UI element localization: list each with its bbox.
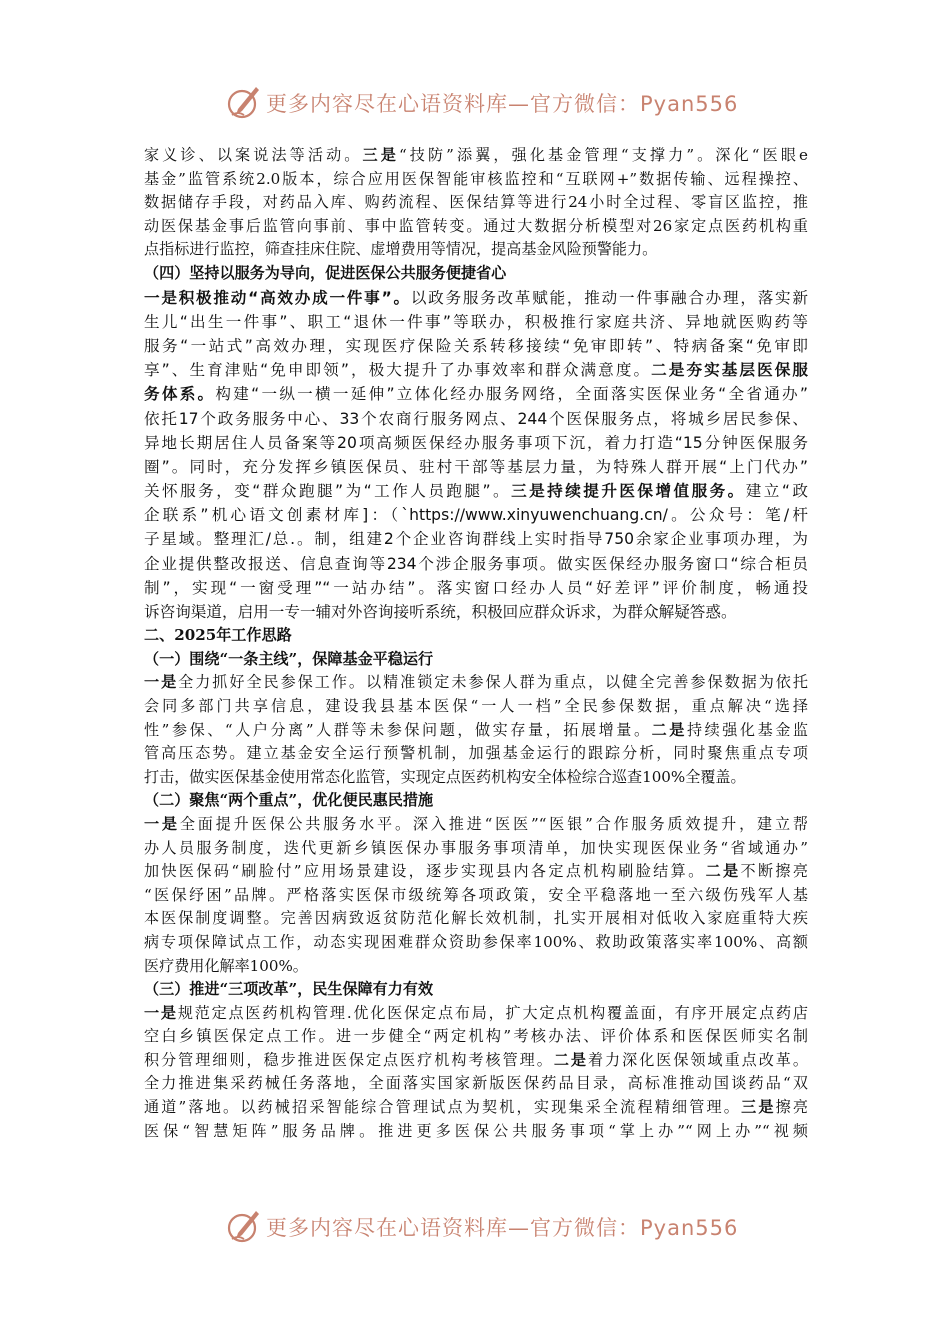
document-body (144, 144, 808, 1143)
section-heading (144, 789, 808, 813)
section-service (144, 286, 808, 625)
text-line (144, 576, 808, 600)
text-line (144, 907, 808, 931)
text-run: 点指标进行监控，筛查挂床住院、虚增费用等情况，提高基金风险预警能力。 (144, 240, 658, 259)
text-run: 一是 (144, 814, 180, 833)
text-run: 二是 (705, 862, 741, 881)
text-run: 享”、生育津贴“免申即领”，极大提升了办事效率和群众满意度。 (144, 361, 652, 380)
section-intro (144, 144, 808, 286)
text-run: 企联系”机心语文创素材库]：（`https://www.xinyuwenchuang.cn/。公众号：笔/杆 (144, 506, 808, 525)
text-run: 基金”监管系统2.0版本，综合应用医保智能审核监控和“互联网+”数据传输、远程操控、 (144, 169, 808, 188)
text-run: 医疗费用化解率100%。 (144, 956, 308, 975)
text-run: “医保纾困”品牌。严格落实医保市级统筹各项政策，安全平稳落地一至六级伤残军人基 (144, 885, 808, 904)
text-run: 医保“智慧矩阵”服务品牌。推进更多医保公共服务事项“掌上办”“网上办”“视频 (144, 1121, 808, 1140)
text-line (144, 407, 808, 431)
text-line (144, 334, 808, 358)
text-run: 管高压态势。建立基金安全运行预警机制，加强基金运行的跟踪分析，同时聚焦重点专项 (144, 744, 808, 763)
text-run: 服务“一站式”高效办理，实现医疗保险关系转移接续“免审即转”、特病备案“免审即 (144, 336, 808, 355)
quill-logo-icon (226, 1208, 262, 1244)
text-run: 规范定点医药机构管理.优化医保定点布局，扩大定点机构覆盖面，有序开展定点药店 (177, 1003, 808, 1022)
text-run: 诉咨询渠道，启用一专一辅对外咨询接听系统，积极回应群众诉求，为群众解疑答惑。 (144, 603, 737, 621)
text-run: （四）坚持以服务为导向，促进医保公共服务便捷省心 (144, 263, 507, 282)
text-run: 会同多部门共享信息，建设我县基本医保“一人一档”全民参保数据，重点解决“选择 (144, 696, 808, 715)
text-line (144, 884, 808, 908)
text-run: 生儿“出生一件事”、职工“退休一件事”等联办，积极推行家庭共济、异地就医购药等 (144, 312, 808, 331)
text-run: 二是 (553, 1050, 588, 1069)
text-run: 务体系。 (144, 385, 216, 404)
text-line (144, 955, 808, 979)
text-run: 全面提升医保公共服务水平。深入推进“医医”“医银”合作服务质效提升，建立帮 (179, 814, 808, 833)
text-line (144, 455, 808, 479)
text-run: 一是 (144, 673, 179, 692)
text-run: 动医保基金事后监管向事前、事中监管转变。通过大数据分析模型对26家定点医药机构重 (144, 216, 808, 235)
quill-logo-icon (226, 84, 262, 120)
text-run: 办人员服务制度，迭代更新乡镇医保办事服务事项清单，加快实现医保业务“省域通办” (144, 838, 808, 857)
text-run: 本医保制度调整。完善因病致返贫防范化解长效机制，扎实开展相对低收入家庭重特大疾 (144, 909, 808, 928)
text-line (144, 310, 808, 334)
section-heading (144, 978, 808, 1002)
text-run: 一是 (144, 1003, 178, 1022)
text-run: 二是 (651, 720, 687, 739)
text-line (144, 168, 808, 192)
text-run: 二、2025年工作思路 (144, 626, 292, 645)
text-line (144, 1025, 808, 1049)
text-run: 持续强化基金监 (686, 720, 808, 739)
text-run: 二是夯实基层医保服 (651, 361, 808, 380)
text-line (144, 382, 808, 406)
watermark-banner-bottom (0, 1208, 950, 1248)
text-run: 着力深化医保领域重点改革。 (587, 1050, 808, 1069)
text-line (144, 1120, 808, 1144)
text-run: 打击，做实医保基金使用常态化监管，实现定点医药机构安全体检综合巡查100%全覆盖。 (144, 767, 746, 786)
text-run: （二）聚焦“两个重点”，优化便民惠民措施 (144, 791, 434, 810)
text-run: 病专项保障试点工作，动态实现困难群众资助参保率100%、救助政策落实率100%、高额 (144, 932, 808, 951)
text-run: 构建“一纵一横一延伸”立体化经办服务网络，全面落实医保业务“全省通办” (215, 385, 808, 404)
text-run: 空白乡镇医保定点工作。进一步健全“两定机构”考核办法、评价体系和医保医师实名制 (144, 1027, 808, 1046)
text-line (144, 431, 808, 455)
text-line (144, 1049, 808, 1073)
text-line (144, 1072, 808, 1096)
banner-text: 更多内容尽在心语资料库—官方微信：Pyan556 (266, 1216, 739, 1240)
text-line (144, 695, 808, 719)
text-run: 数据储存手段，对药品入库、购药流程、医保结算等进行24小时全过程、零盲区监控，推 (144, 193, 808, 212)
text-run: 企业提供整改报送、信息查询等234个涉企服务事项。做实医保经办服务窗口“综合柜员 (144, 554, 808, 573)
section-2025-plan (144, 624, 808, 1143)
text-line (144, 358, 808, 382)
text-run: 三是持续提升医保增值服务。 (511, 482, 746, 501)
text-run: 以政务服务改革赋能，推动一件事融合办理，落实新 (410, 288, 808, 307)
section-heading (144, 648, 808, 672)
text-line (144, 503, 808, 527)
text-run: “技防”添翼，强化基金管理“支撑力”。深化“医眼e (398, 146, 808, 164)
text-run: 异地长期居住人员备案等20项高频医保经办服务事项下沉，着力打造“15分钟医保服务 (144, 433, 808, 452)
text-run: 家义诊、以案说法等活动。 (144, 146, 363, 164)
text-run: 通道”落地。以药械招采智能综合管理试点为契机，实现集采全流程精细管理。 (144, 1098, 742, 1117)
text-line (144, 144, 808, 168)
text-run: 加快医保码“刷脸付”应用场景建设，逐步实现县内各定点机构刷脸结算。 (144, 862, 706, 881)
section-heading (144, 262, 808, 286)
text-run: 关怀服务，变“群众跑腿”为“工作人员跑腿”。 (144, 482, 512, 501)
text-run: （一）围绕“一条主线”，保障基金平稳运行 (144, 649, 434, 668)
text-run: 圈”。同时，充分发挥乡镇医保员、驻村干部等基层力量，为特殊人群开展“上门代办” (144, 457, 808, 476)
text-line (144, 552, 808, 576)
text-run: 子星域。整理汇/总.。制，组建2个企业咨询群线上实时指导750余家企业事项办理，为 (144, 530, 808, 549)
text-line (144, 671, 808, 695)
text-line (144, 742, 808, 766)
text-run: 三是 (362, 146, 399, 164)
text-line (144, 931, 808, 955)
watermark-banner-top (0, 84, 950, 124)
text-run: 积分管理细则，稳步推进医保定点医疗机构考核管理。 (144, 1050, 554, 1069)
text-run: 全力推进集采药械任务落地，全面落实国家新版医保药品目录，高标准推动国谈药品“双 (144, 1074, 808, 1093)
text-line (144, 527, 808, 551)
text-line (144, 766, 808, 790)
text-line (144, 479, 808, 503)
text-run: 擦亮 (775, 1098, 808, 1117)
text-line (144, 215, 808, 239)
text-line (144, 1096, 808, 1120)
text-run: 三是 (741, 1098, 776, 1117)
text-run: 全力抓好全民参保工作。以精准锁定未参保人群为重点，以健全完善参保数据为依托 (178, 673, 808, 692)
section-heading (144, 624, 808, 648)
text-line (144, 837, 808, 861)
text-line (144, 719, 808, 743)
banner-text: 更多内容尽在心语资料库—官方微信：Pyan556 (266, 92, 739, 116)
text-run: 制”，实现“一窗受理”“一站办结”。落实窗口经办人员“好差评”评价制度，畅通投 (144, 578, 808, 597)
text-line (144, 600, 808, 624)
text-line (144, 813, 808, 837)
text-line (144, 238, 808, 262)
text-run: 建立“政 (745, 482, 808, 501)
text-run: 依托17个政务服务中心、33个农商行服务网点、244个医保服务点，将城乡居民参保、 (144, 409, 808, 428)
text-run: 性”参保、“人户分离”人群等未参保问题，做实存量，拓展增量。 (144, 720, 652, 739)
text-line (144, 860, 808, 884)
text-run: 不断擦亮 (740, 862, 808, 881)
text-line (144, 286, 808, 310)
text-run: 一是积极推动“高效办成一件事”。 (144, 288, 411, 307)
text-line (144, 191, 808, 215)
text-line (144, 1002, 808, 1026)
text-run: （三）推进“三项改革”，民生保障有力有效 (144, 980, 434, 999)
